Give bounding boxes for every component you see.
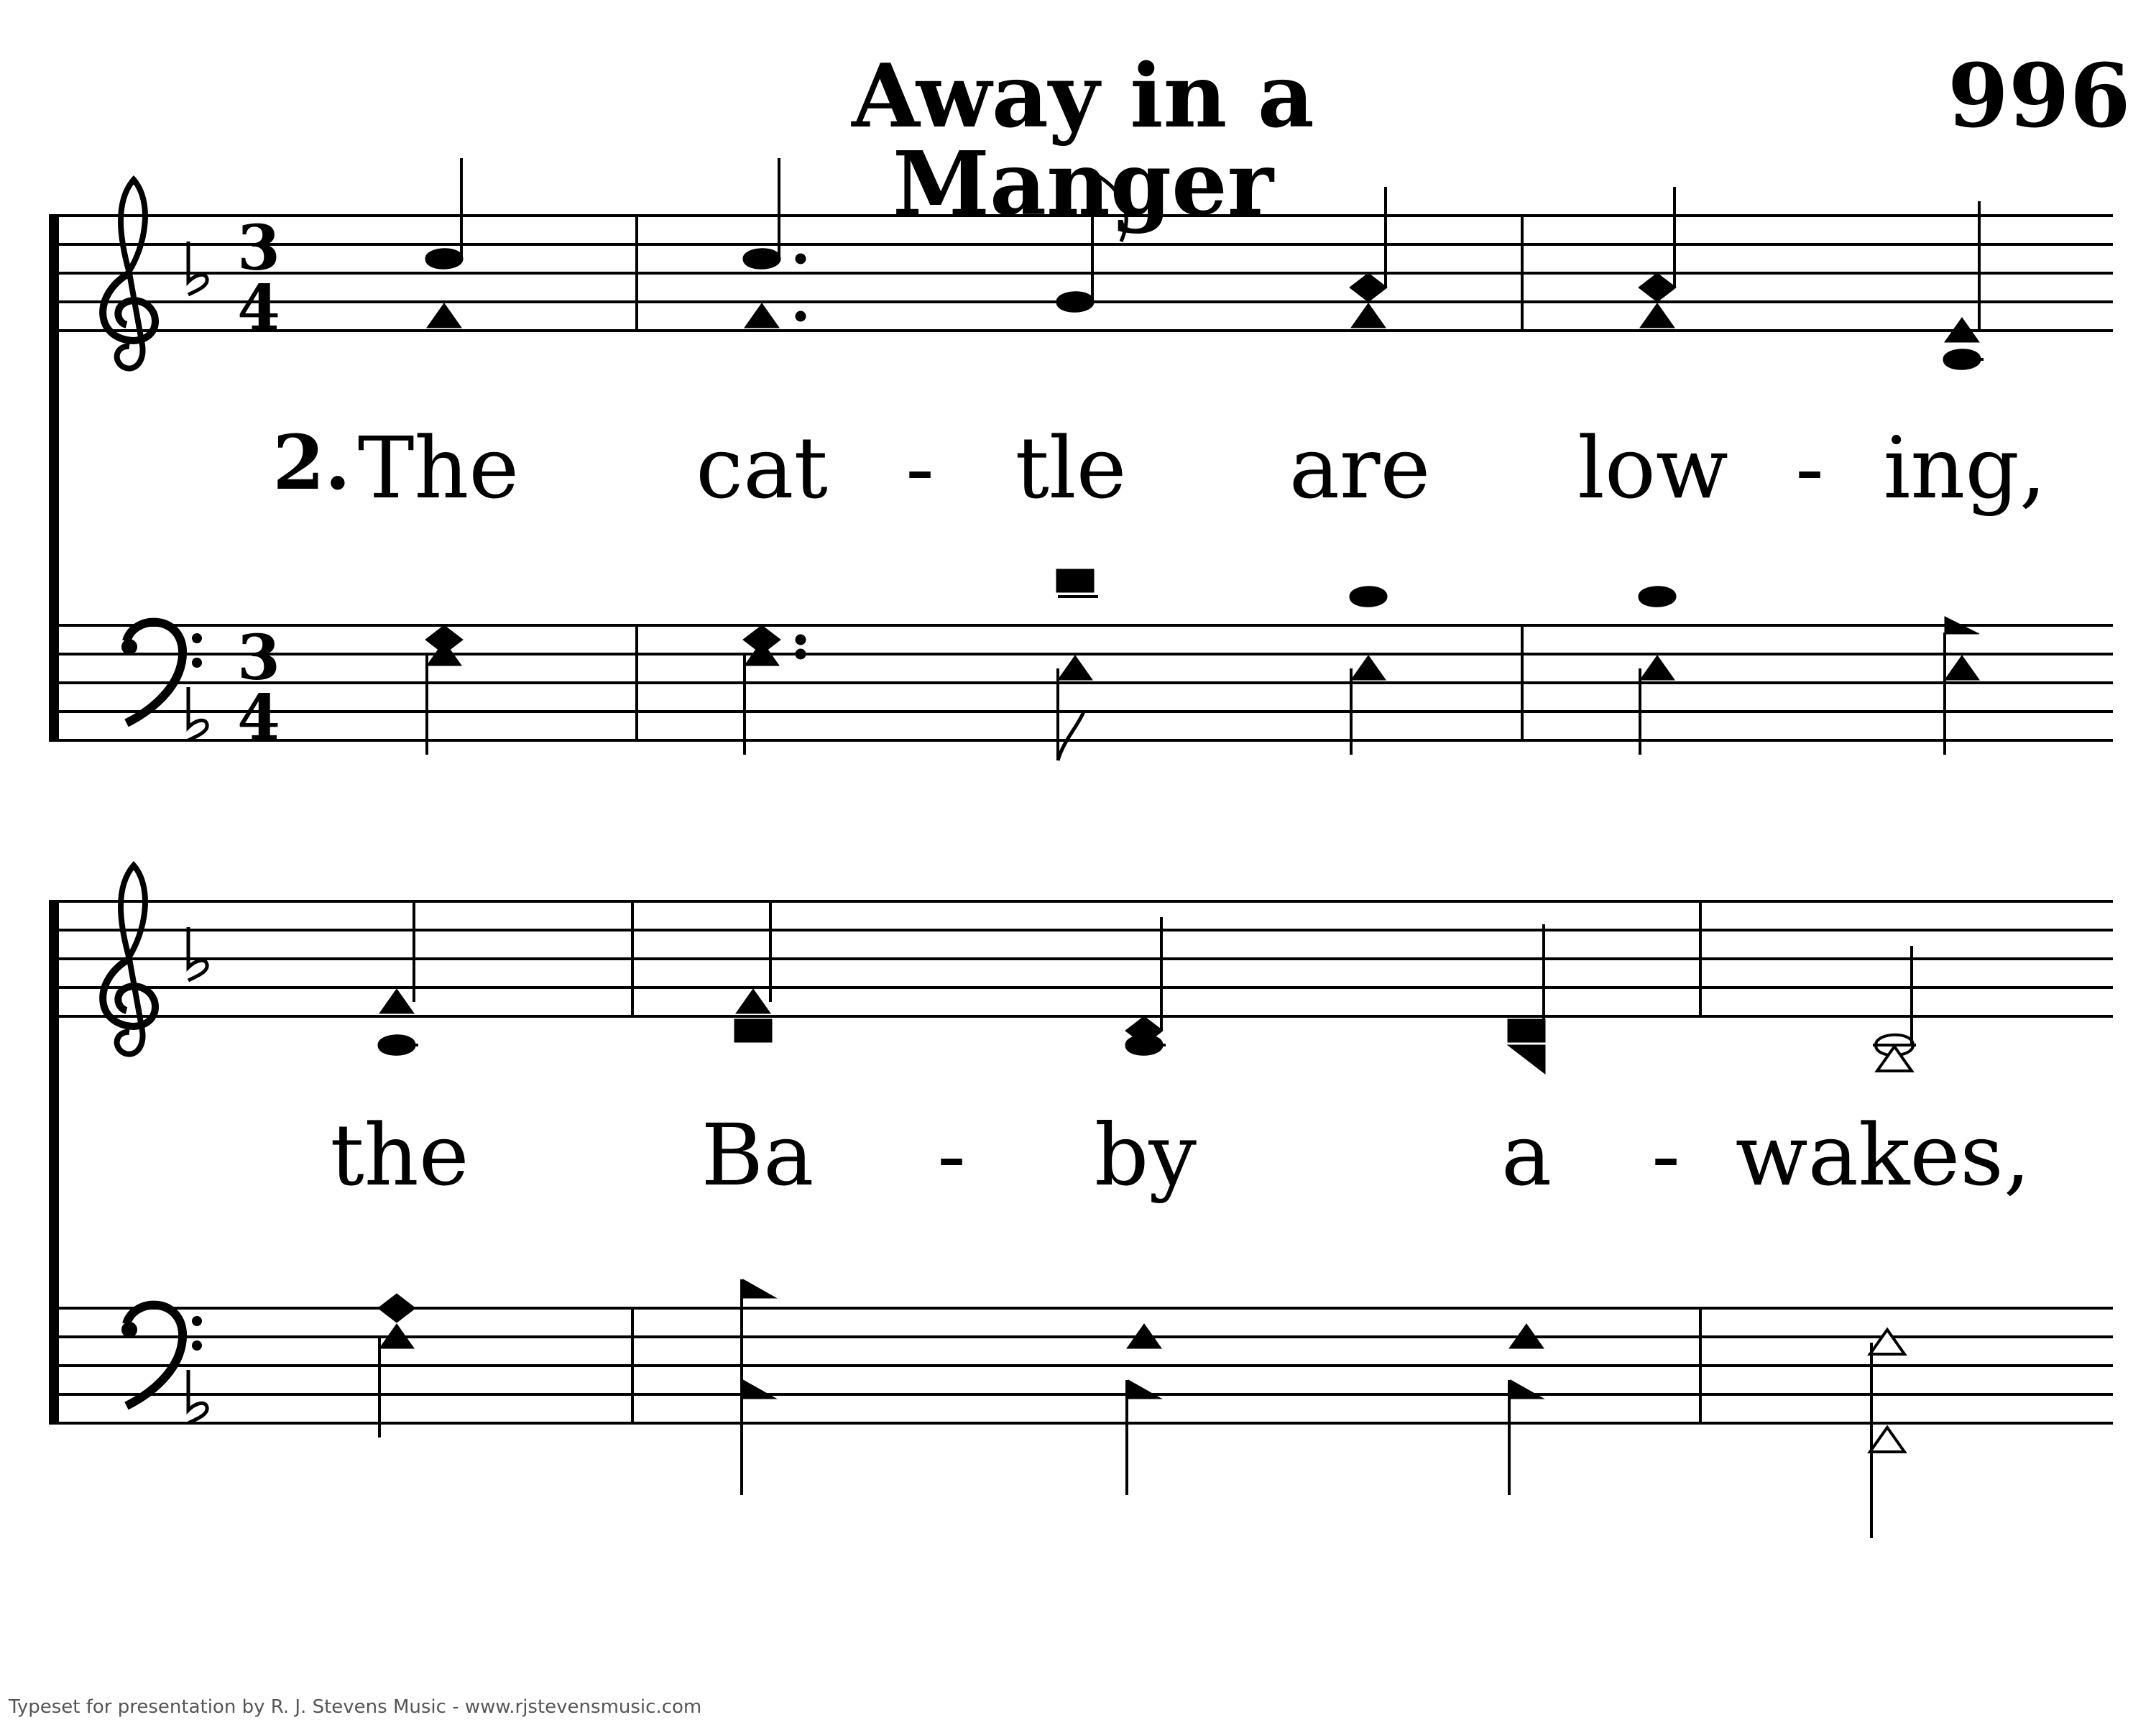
hymn-title: Away in a Manger: [852, 44, 1314, 235]
lyric-syllable: tle: [1015, 418, 1127, 518]
bass-staff-lines-2: [49, 1308, 2113, 1423]
lyric-hyphen: -: [906, 418, 934, 518]
time-signature-bass-1: [237, 622, 280, 754]
lyric-syllable: low: [1577, 418, 1728, 518]
svg-text:4: 4: [237, 272, 280, 344]
svg-text:3: 3: [237, 212, 280, 285]
lyric-syllable: ing,: [1883, 418, 2047, 518]
svg-text:3: 3: [237, 622, 280, 694]
treble-staff-lines-2: [49, 901, 2113, 1016]
lyric-hyphen: -: [1651, 1105, 1680, 1205]
bass-staff-lines-1: [49, 625, 2113, 740]
flat-icon: [188, 1370, 207, 1423]
bass-notes-1: [425, 569, 1979, 760]
lyric-syllable: by: [1094, 1105, 1197, 1205]
time-signature-treble-1: [237, 212, 280, 344]
lyric-syllable: wakes,: [1735, 1105, 2031, 1205]
lyric-syllable: Ba: [701, 1105, 814, 1205]
lyric-hyphen: -: [1795, 418, 1824, 518]
lyric-syllable: are: [1289, 418, 1431, 518]
verse-number: 2.: [272, 418, 351, 507]
svg-text:4: 4: [237, 681, 280, 754]
lyric-syllable: The: [357, 418, 520, 518]
lyric-syllable: cat: [696, 418, 828, 518]
flat-icon: [188, 242, 207, 295]
hymn-number: 996: [1948, 44, 2131, 147]
flat-icon: [188, 927, 207, 980]
lyric-syllable: the: [330, 1105, 469, 1205]
typesetter-credit: Typeset for presentation by R. J. Stevens Music - www.rjstevensmusic.com: [9, 1696, 702, 1718]
flat-icon: [188, 687, 207, 740]
lyric-hyphen: -: [937, 1105, 966, 1205]
bass-notes-2: [378, 1279, 1904, 1538]
lyric-syllable: a: [1501, 1105, 1552, 1205]
